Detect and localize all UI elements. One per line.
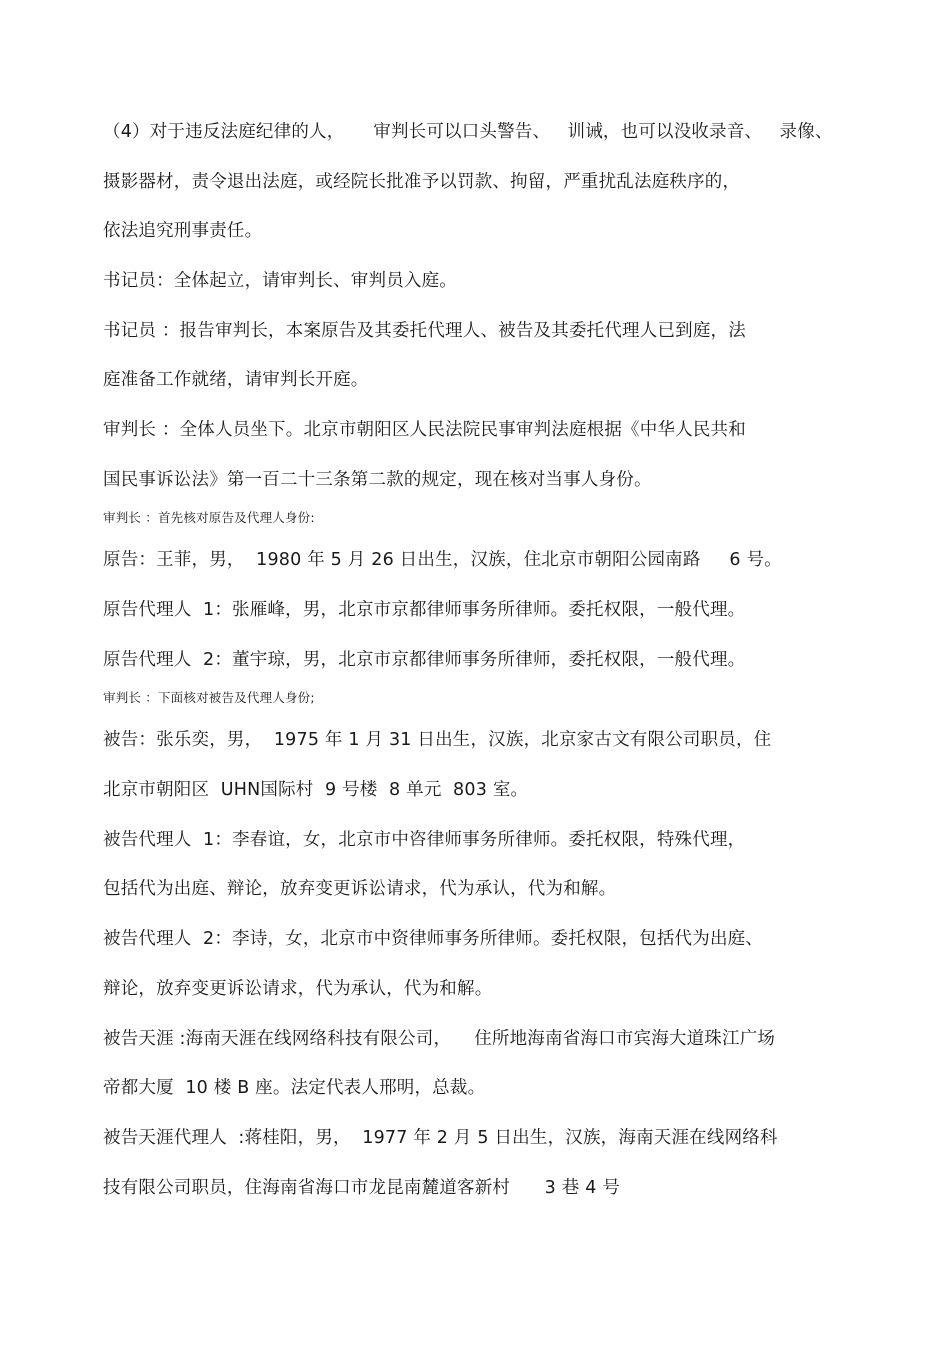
text-line-12: 原告代理人 2：董宇琼，男，北京市京都律师事务所律师，委托权限，一般代理。 — [103, 650, 746, 670]
text-line-5: 书记员 ：报告审判长，本案原告及其委托代理人、被告及其委托代理人已到庭，法 — [103, 321, 746, 341]
text-line-18: 被告代理人 2：李诗，女，北京市中资律师事务所律师。委托权限，包括代为出庭、 — [103, 929, 764, 949]
text-line-6: 庭准备工作就绪，请审判长开庭。 — [103, 370, 369, 390]
text-line-3: 依法追究刑事责任。 — [103, 221, 263, 241]
text-line-14: 被告：张乐奕，男， 1975 年 1 月 31 日出生，汉族，北京家古文有限公司职员，住 — [103, 730, 772, 750]
text-line-8: 国民事诉讼法》第一百二十三条第二款的规定，现在核对当事人身份。 — [103, 470, 652, 490]
text-line-23: 技有限公司职员，住海南省海口市龙昆南麓道客新村 3 巷 4 号 — [103, 1178, 621, 1198]
text-line-2: 摄影器材，责令退出法庭，或经院长批准予以罚款、拘留，严重扰乱法庭秩序的， — [103, 172, 741, 192]
text-line-20: 被告天涯 :海南天涯在线网络科技有限公司， 住所地海南省海口市宾海大道珠江广场 — [103, 1029, 776, 1049]
text-line-7: 审判长 ：全体人员坐下。北京市朝阳区人民法院民事审判法庭根据《中华人民共和 — [103, 420, 746, 440]
text-line-22: 被告天涯代理人 :蒋桂阳，男， 1977 年 2 月 5 日出生，汉族，海南天涯在线网络科 — [103, 1128, 778, 1148]
text-line-9: 审判长 ：首先核对原告及代理人身份: — [103, 510, 315, 525]
text-line-21: 帝都大厦 10 楼 B 座。法定代表人邢明，总裁。 — [103, 1078, 486, 1098]
text-line-16: 被告代理人 1：李春谊，女，北京市中咨律师事务所律师。委托权限，特殊代理， — [103, 830, 746, 850]
text-line-19: 辩论，放弃变更诉讼请求，代为承认，代为和解。 — [103, 979, 493, 999]
text-line-10: 原告：王菲，男， 1980 年 5 月 26 日出生，汉族，住北京市朝阳公园南路 6 号。 — [103, 550, 782, 570]
text-line-17: 包括代为出庭、辩论，放弃变更诉讼请求，代为承认，代为和解。 — [103, 879, 617, 899]
text-line-13: 审判长 ：下面核对被告及代理人身份; — [103, 690, 315, 705]
text-line-15: 北京市朝阳区 UHN国际村 9 号楼 8 单元 803 室。 — [103, 780, 529, 800]
text-line-1: （4）对于违反法庭纪律的人， 审判长可以口头警告、 训诫，也可以没收录音、 录像、 — [103, 122, 833, 142]
text-line-4: 书记员：全体起立，请审判长、审判员入庭。 — [103, 271, 457, 291]
text-line-11: 原告代理人 1：张雁峰，男，北京市京都律师事务所律师。委托权限，一般代理。 — [103, 600, 746, 620]
